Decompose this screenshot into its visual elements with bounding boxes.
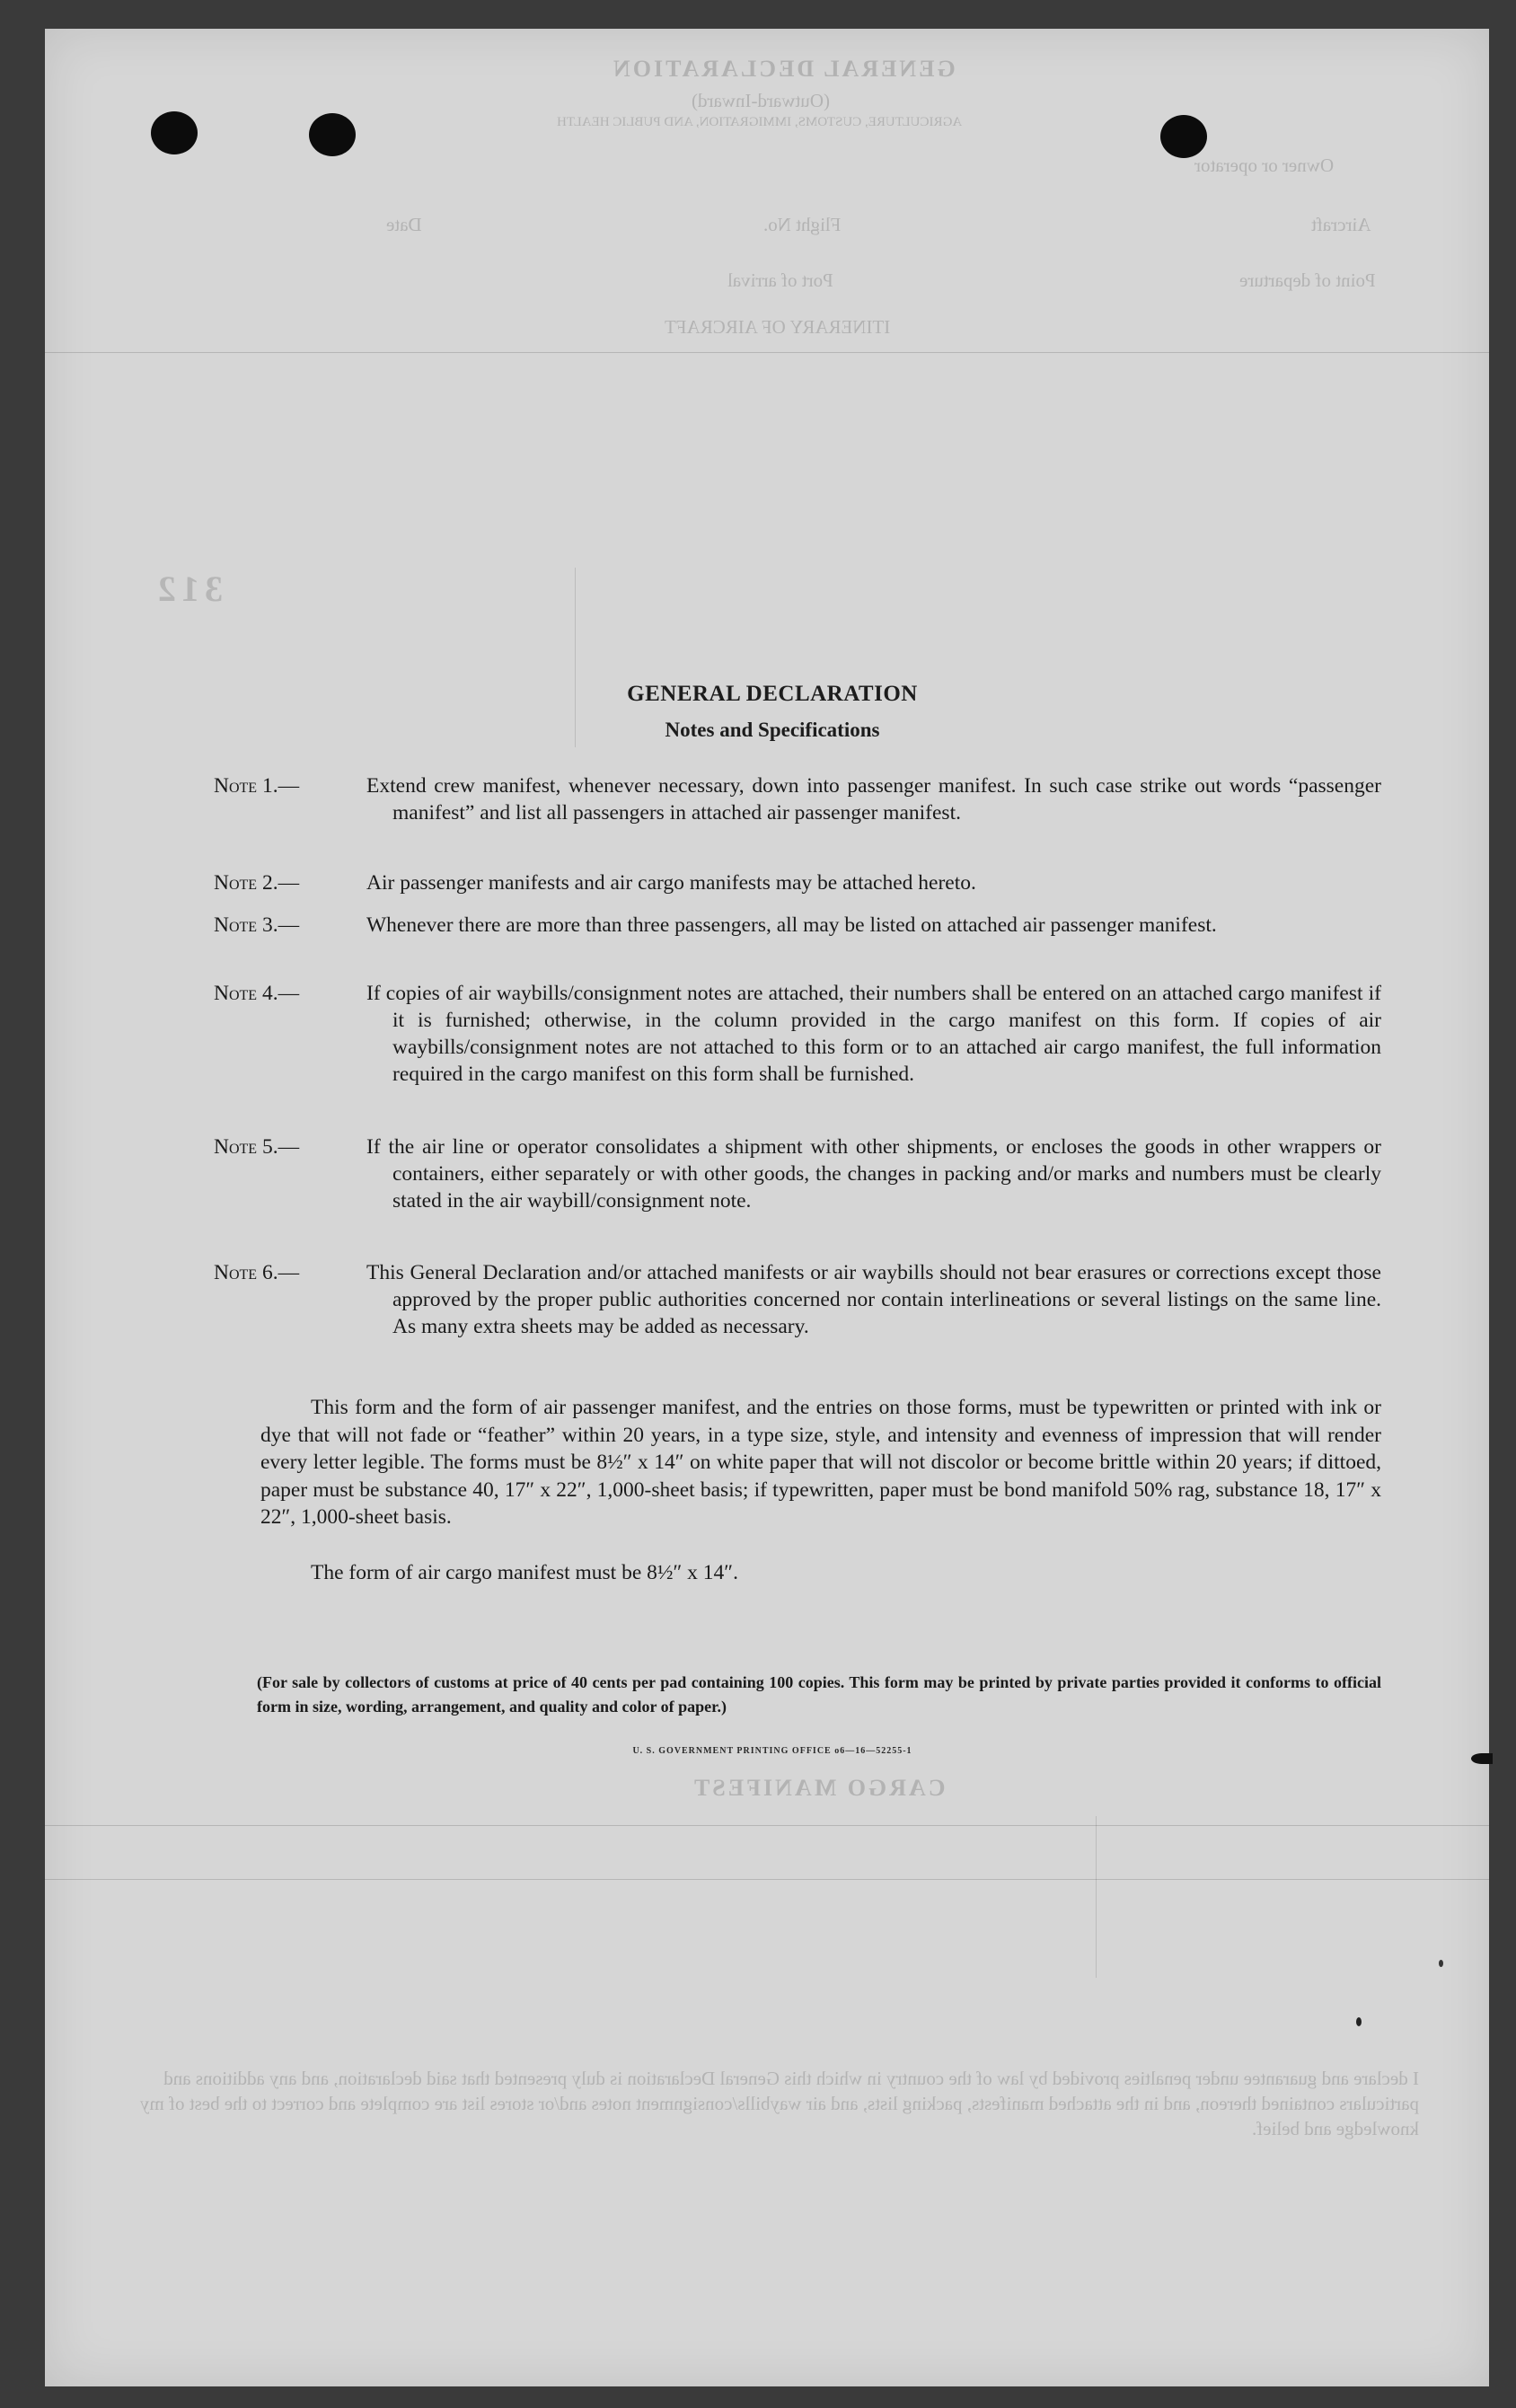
note-label: Note 2.— [214, 871, 300, 895]
sale-notice: (For sale by collectors of customs at price of 40 cents per pad containing 100 copies. This form may be printed by private parties provided it conforms to official form in size, wording, arrangement, and quality and color of paper.) [257, 1673, 1381, 1716]
note-4 [214, 980, 1381, 1088]
note-3 [214, 912, 1381, 939]
bleed-subheader: (Outward-Inward) [692, 90, 830, 111]
note-2 [214, 869, 1381, 896]
bleed-number: 312 [153, 569, 223, 609]
ink-speck [1356, 2017, 1362, 2026]
cargo-manifest-size-line: The form of air cargo manifest must be 8½″ x 14″. [311, 1561, 738, 1584]
note-text: Whenever there are more than three passengers, all may be listed on attached air passenger manifest. [366, 913, 1217, 937]
bleed-agriculture: AGRICULTURE, CUSTOMS, IMMIGRATION, AND PUBLIC HEALTH [557, 115, 963, 129]
bleed-declaration: I declare and guarantee under penalties provided by law of the country in which this General Declaration is duly presented that said declaration, and any additions and particulars contained thereon, and in the attached manifests, packing lists, and air waybills/consignment notes and/or stores list are complete and correct to the best of my knowledge and belief. [139, 2068, 1419, 2139]
punch-hole-left [151, 111, 198, 154]
note-label: Note 5.— [214, 1135, 300, 1159]
note-6 [214, 1259, 1381, 1340]
note-text: Air passenger manifests and air cargo manifests may be attached hereto. [366, 871, 976, 895]
note-label: Note 3.— [214, 913, 300, 937]
bleed-departure: Point of departure [1239, 269, 1376, 291]
bleed-aircraft: Aircraft [1311, 214, 1371, 235]
note-label: Note 4.— [214, 982, 300, 1005]
printer-line: U. S. GOVERNMENT PRINTING OFFICE o6—16—52255-1 [632, 1746, 912, 1756]
ink-speck [1471, 1753, 1493, 1764]
note-5 [214, 1133, 1381, 1214]
note-text: Extend crew manifest, whenever necessary, down into passenger manifest. In such case strike out words “passenger manifest” and list all passengers in attached air passenger manifest. [366, 774, 1381, 825]
note-text: If the air line or operator consolidates a shipment with other shipments, or encloses the goods in other wrappers or containers, either separately or with other goods, the changes in packing and/or marks and numbers must be clearly stated in the air waybill/consignment note. [366, 1135, 1381, 1213]
bleed-rule [45, 1879, 1489, 1880]
bleed-arrival: Port of arrival [727, 269, 833, 291]
bleed-flight: Flight No. [763, 214, 842, 235]
punch-hole-right [1160, 115, 1207, 158]
bleed-cargo-manifest: CARGO MANIFEST [692, 1775, 946, 1801]
note-1 [214, 772, 1381, 826]
bleed-date: Date [386, 214, 422, 235]
punch-hole-center [309, 113, 356, 156]
note-text: If copies of air waybills/consignment notes are attached, their numbers shall be entered on an attached cargo manifest if it is furnished; otherwise, in the column provided in the cargo manifest on this form. If copies of air waybills/consignment notes are not attached to this form or to an attached air cargo manifest, the full information required in the cargo manifest on this form shall be furnished. [366, 982, 1381, 1086]
bleed-column-line [1096, 1816, 1097, 1978]
note-label: Note 6.— [214, 1261, 300, 1284]
document-subtitle: Notes and Specifications [665, 719, 880, 741]
bleed-itinerary: ITINERARY OF AIRCRAFT [665, 316, 891, 338]
bleed-rule [45, 352, 1489, 353]
bleed-rule [45, 1825, 1489, 1826]
note-label: Note 1.— [214, 774, 300, 798]
bleed-header: GENERAL DECLARATION [611, 56, 956, 82]
ink-speck [1439, 1960, 1443, 1967]
document-title: GENERAL DECLARATION [627, 682, 918, 706]
note-text: This General Declaration and/or attached manifests or air waybills should not bear erasures or corrections except those approved by the proper public authorities concerned nor contain interlineations or several listings on the same line. As many extra sheets may be added as necessary. [366, 1261, 1381, 1338]
bleed-owner: Owner or operator [1194, 154, 1335, 176]
paper-specification-paragraph: This form and the form of air passenger manifest, and the entries on those forms, must be typewritten or printed with ink or dye that will not fade or “feather” within 20 years, in a type size, style, and intensity and evenness of impression that will render every letter legible. The forms must be 8½″ x 14″ on white paper that will not discolor or become brittle within 20 years; if dittoed, paper must be substance 40, 17″ x 22″, 1,000-sheet basis; if typewritten, paper must be bond manifold 50% rag, substance 18, 17″ x 22″, 1,000-sheet basis. [260, 1396, 1381, 1529]
document-page [45, 29, 1489, 2386]
